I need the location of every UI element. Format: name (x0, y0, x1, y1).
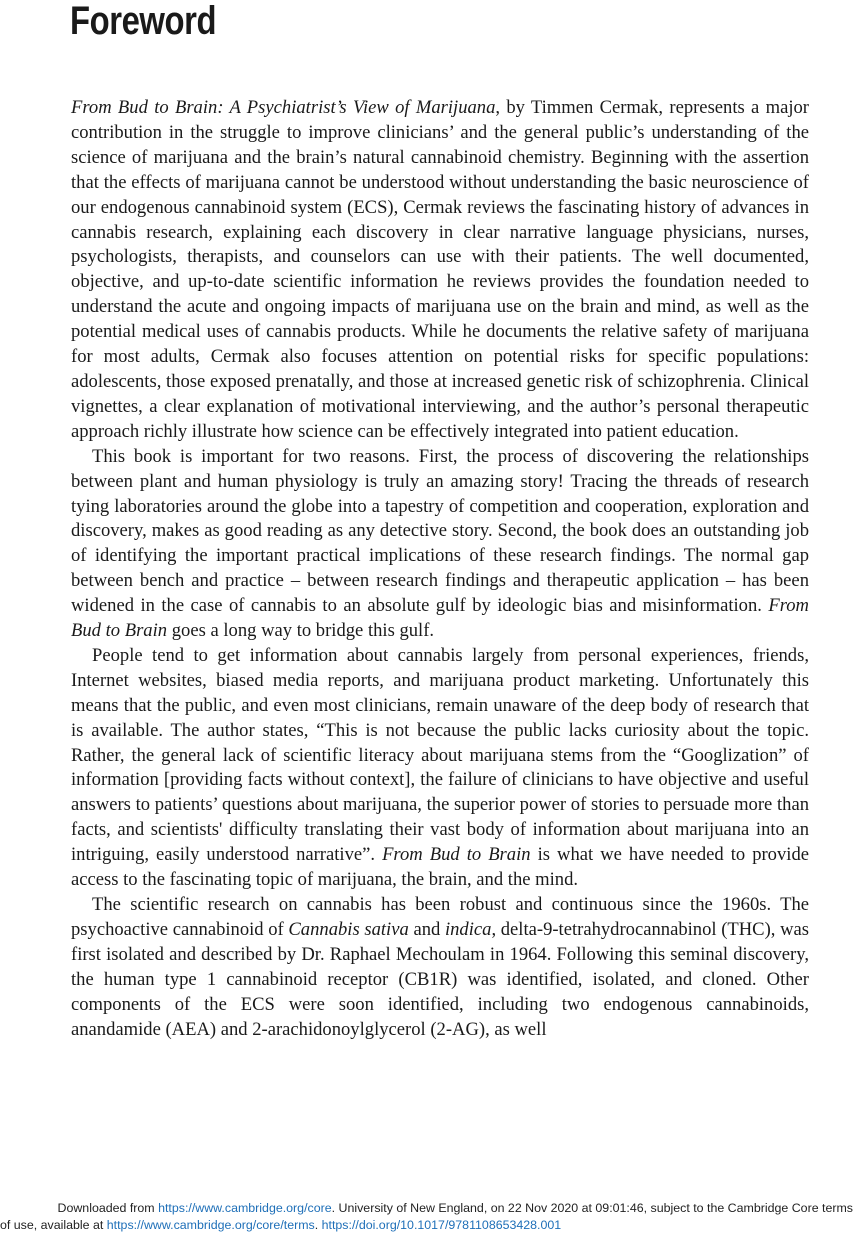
paragraph-4-italic-b: indica (444, 918, 492, 940)
paragraph-4-italic-a: Cannabis sativa (288, 918, 409, 940)
terms-link[interactable]: https://www.cambridge.org/core/terms (106, 1218, 315, 1232)
download-footer (0, 1200, 855, 1234)
footer-line2-prefix: of use, available at (0, 1218, 107, 1232)
doi-link[interactable]: https://doi.org/10.1017/9781108653428.001 (321, 1218, 562, 1232)
paragraph-2-text-a: This book is important for two reasons. First, the process of discovering the relationships between plant and human physiology is truly an amazing story! Tracing the threads of research tying laboratories around the globe into a tapestry of competition and cooperation, exploration and discovery, makes as good reading as any detective story. Second, the book does an outstanding job of identifying the important practical implications of these research findings. The normal gap between bench and practice – between research findings and therapeutic application – has been widened in the case of cannabis to an absolute gulf by ideologic bias and misinformation. (71, 445, 809, 617)
paragraph-2-text-b: goes a long way to bridge this gulf. (167, 620, 435, 642)
paragraph-3-text-a: People tend to get information about cannabis largely from personal experiences, friends, Internet websites, biased media reports, and marijuana product marketing. Unfortunately this means that the public, and even most clinicians, remain unaware of the deep body of research that is available. The author states, “This is not because the public lacks curiosity about the topic. Rather, the general lack of scientific literacy about marijuana stems from the “Googlization” of information [providing facts without context], the failure of clinicians to have objective and useful answers to patients’ questions about marijuana, the superior power of stories to persuade more than facts, and scientists' difficulty translating their vast body of information about marijuana into an intriguing, easily understood narrative”. (71, 644, 809, 866)
paragraph-2-italic: From Bud to Brain (71, 595, 809, 642)
footer-line-1 (0, 1200, 855, 1217)
footer-middle: . University of New England, on 22 Nov 2020 at 09:01:46, subject to the Cambridge Core terms (331, 1201, 853, 1215)
book-title: From Bud to Brain: A Psychiatrist’s View of Marijuana (71, 97, 496, 118)
page-title: Foreword (70, 0, 217, 43)
footer-prefix: Downloaded from (57, 1201, 159, 1215)
paragraph-4-text-a: The scientific research on cannabis has been robust and continuous since the 1960s. The psychoactive cannabinoid of (71, 894, 809, 940)
paragraph-4 (71, 893, 809, 1042)
core-link[interactable]: https://www.cambridge.org/core (158, 1201, 332, 1215)
foreword-body (71, 96, 809, 1042)
paragraph-1 (71, 96, 809, 445)
paragraph-1-text: , by Timmen Cermak, represents a major contribution in the struggle to improve clinicians’ and the general public’s understanding of the science of marijuana and the brain’s natural cannabinoid chemistry. Beginning with the assertion that the effects of marijuana cannot be understood without understanding the basic neuroscience of our endogenous cannabinoid system (ECS), Cermak reviews the fascinating history of advances in cannabis research, explaining each discovery in clear narrative language physicians, nurses, psychologists, therapists, and counselors can use with their patients. The well documented, objective, and up-to-date scientific information he reviews provides the foundation needed to understand the acute and ongoing impacts of marijuana use on the brain and mind, as well as the potential medical uses of cannabis products. While he documents the relative safety of marijuana for most adults, Cermak also focuses attention on potential risks for specific populations: adolescents, those exposed prenatally, and those at increased genetic risk of schizophrenia. Clinical vignettes, a clear explanation of motivational interviewing, and the author’s personal therapeutic approach richly illustrate how science can be effectively integrated into patient education. (71, 97, 809, 442)
footer-line-2 (0, 1217, 855, 1234)
paragraph-2 (71, 445, 809, 644)
footer-separator: . (314, 1218, 322, 1232)
paragraph-3-italic: From Bud to Brain (382, 844, 531, 866)
paragraph-3 (71, 644, 809, 893)
paragraph-4-text-b: and (408, 918, 445, 940)
paragraph-3-text-b: is what we have needed to provide access to the fascinating topic of marijuana, the brain, and the mind. (71, 844, 809, 891)
paragraph-4-text-c: , delta-9-tetrahydrocannabinol (THC), was first isolated and described by Dr. Raphael Mechoulam in 1964. Following this seminal discovery, the human type 1 cannabinoid receptor (CB1R) was identified, isolated, and cloned. Other components of the ECS were soon identified, including two endogenous cannabinoids, anandamide (AEA) and 2-arachidonoylglycerol (2-AG), as well (71, 918, 809, 1040)
